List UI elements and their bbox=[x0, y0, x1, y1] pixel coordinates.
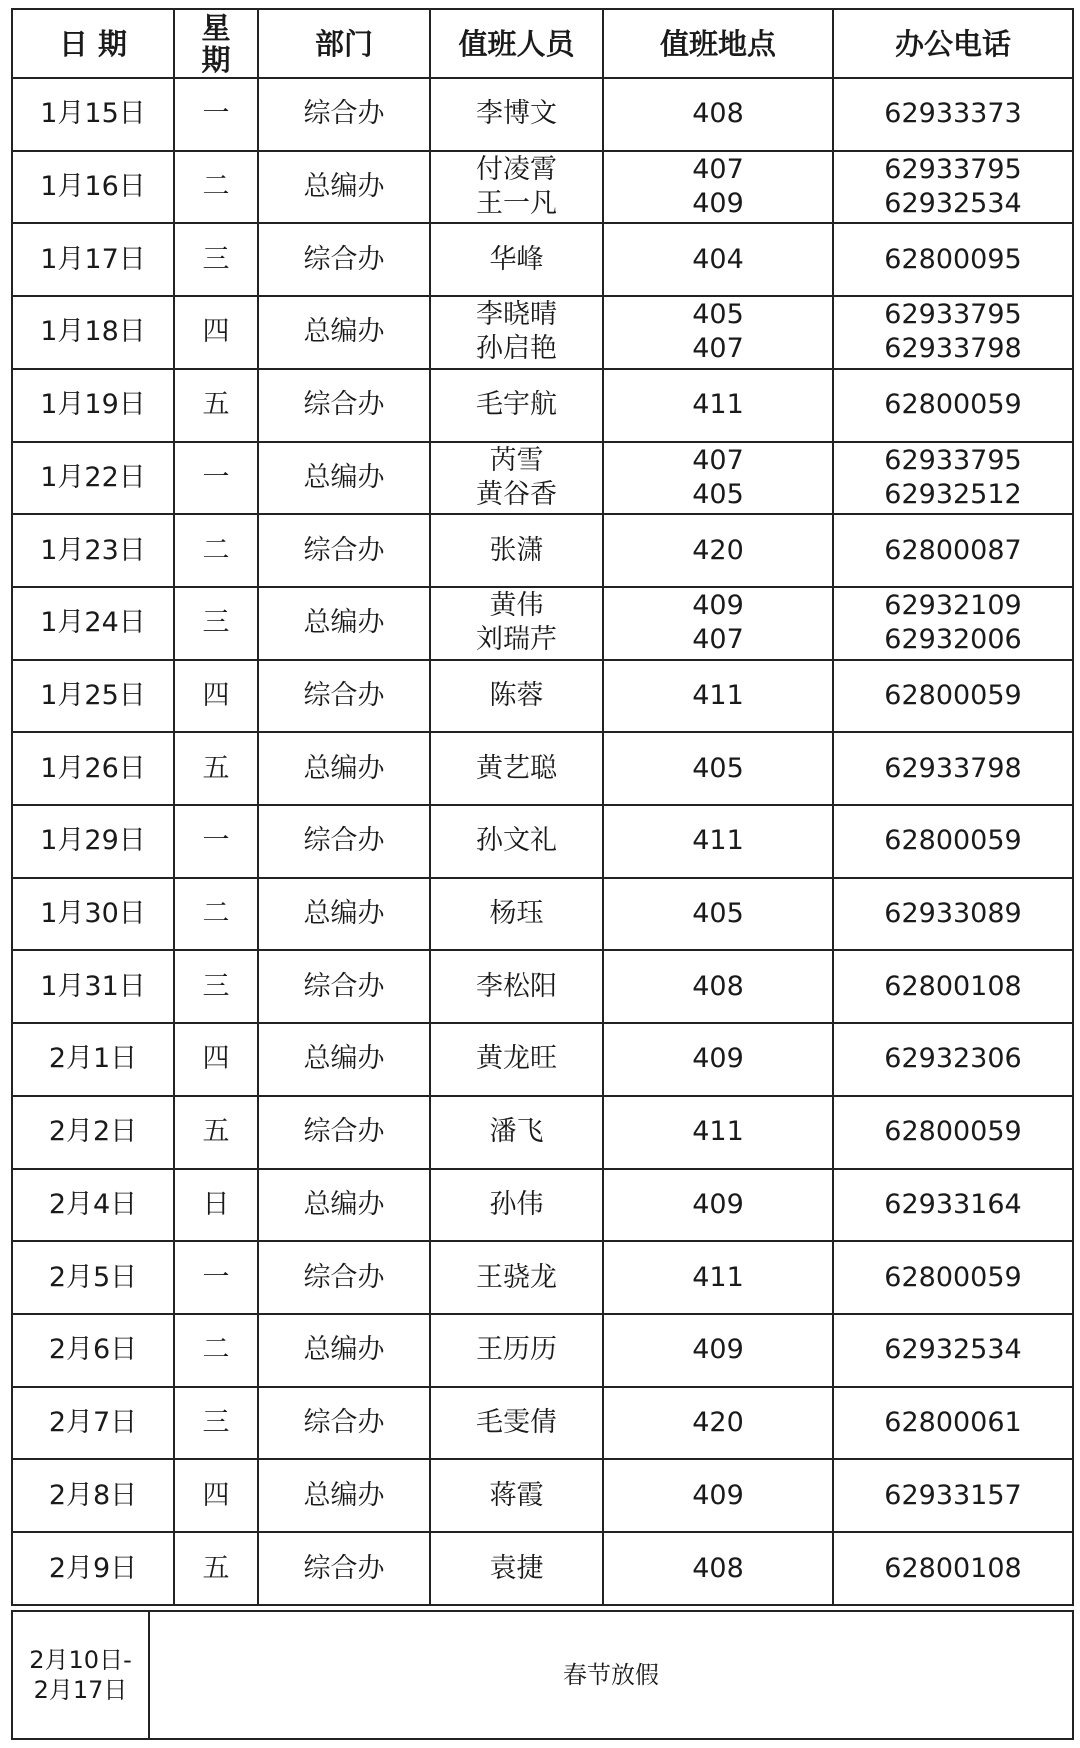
cell-staff bbox=[430, 950, 603, 1023]
cell-location bbox=[603, 1241, 833, 1314]
cell-date: 1月15日 bbox=[12, 78, 174, 151]
cell-phone-line: 62933798 bbox=[884, 752, 1022, 784]
cell-phone bbox=[833, 878, 1073, 951]
cell-phone bbox=[833, 1532, 1073, 1605]
cell-location-line: 411 bbox=[692, 389, 744, 421]
cell-staff bbox=[430, 1096, 603, 1169]
cell-phone-line: 62933373 bbox=[884, 98, 1022, 130]
cell-location bbox=[603, 442, 833, 515]
cell-staff-line: 袁捷 bbox=[489, 1552, 544, 1584]
cell-department: 综合办 bbox=[258, 1096, 430, 1169]
cell-weekday: 一 bbox=[174, 78, 258, 151]
cell-location bbox=[603, 660, 833, 733]
cell-weekday: 四 bbox=[174, 1459, 258, 1532]
cell-date: 1月26日 bbox=[12, 732, 174, 805]
cell-phone-line: 62800059 bbox=[884, 679, 1022, 711]
cell-weekday: 一 bbox=[174, 442, 258, 515]
cell-department: 综合办 bbox=[258, 1532, 430, 1605]
cell-date: 2月5日 bbox=[12, 1241, 174, 1314]
holiday-date-cell bbox=[12, 1611, 149, 1739]
cell-phone bbox=[833, 151, 1073, 224]
table-row bbox=[12, 151, 1073, 224]
cell-date: 1月22日 bbox=[12, 442, 174, 515]
cell-staff bbox=[430, 1532, 603, 1605]
cell-department: 综合办 bbox=[258, 1241, 430, 1314]
cell-staff-line: 陈蓉 bbox=[489, 679, 544, 711]
cell-location-line: 408 bbox=[692, 970, 744, 1002]
table-row bbox=[12, 78, 1073, 151]
cell-location-line: 405 bbox=[692, 752, 744, 784]
cell-location bbox=[603, 151, 833, 224]
cell-location bbox=[603, 1387, 833, 1460]
cell-location bbox=[603, 369, 833, 442]
cell-location bbox=[603, 587, 833, 660]
cell-phone-line: 62933798 bbox=[884, 333, 1022, 365]
cell-staff-line: 黄伟 bbox=[489, 590, 544, 622]
cell-phone-line: 62800095 bbox=[884, 243, 1022, 275]
cell-staff-line: 黄谷香 bbox=[476, 478, 557, 510]
cell-staff bbox=[430, 514, 603, 587]
cell-phone bbox=[833, 442, 1073, 515]
cell-phone-line: 62932534 bbox=[884, 1334, 1022, 1366]
cell-weekday: 五 bbox=[174, 1532, 258, 1605]
cell-phone-line: 62800059 bbox=[884, 389, 1022, 421]
cell-department: 综合办 bbox=[258, 805, 430, 878]
cell-department: 综合办 bbox=[258, 514, 430, 587]
cell-location-line: 405 bbox=[692, 898, 744, 930]
cell-staff bbox=[430, 1459, 603, 1532]
cell-department: 综合办 bbox=[258, 223, 430, 296]
cell-phone bbox=[833, 805, 1073, 878]
cell-date: 1月19日 bbox=[12, 369, 174, 442]
cell-weekday: 二 bbox=[174, 1314, 258, 1387]
table-row bbox=[12, 1096, 1073, 1169]
cell-phone-line: 62933795 bbox=[884, 444, 1022, 476]
cell-staff-line: 杨珏 bbox=[489, 898, 544, 930]
cell-phone bbox=[833, 296, 1073, 369]
cell-date: 1月18日 bbox=[12, 296, 174, 369]
header-phone: 办公电话 bbox=[833, 9, 1073, 78]
cell-department: 总编办 bbox=[258, 296, 430, 369]
cell-date: 1月16日 bbox=[12, 151, 174, 224]
cell-phone-line: 62932109 bbox=[884, 590, 1022, 622]
table-row bbox=[12, 1459, 1073, 1532]
cell-location bbox=[603, 296, 833, 369]
header-staff: 值班人员 bbox=[430, 9, 603, 78]
cell-staff-line: 王历历 bbox=[476, 1334, 557, 1366]
cell-phone bbox=[833, 514, 1073, 587]
cell-location-line: 409 bbox=[692, 1188, 744, 1220]
cell-staff bbox=[430, 369, 603, 442]
cell-staff-line: 蒋霞 bbox=[489, 1479, 544, 1511]
cell-location-line: 405 bbox=[692, 299, 744, 331]
cell-date: 1月17日 bbox=[12, 223, 174, 296]
cell-staff bbox=[430, 587, 603, 660]
cell-location-line: 409 bbox=[692, 590, 744, 622]
cell-phone bbox=[833, 660, 1073, 733]
holiday-date-start: 2月10日- bbox=[29, 1646, 132, 1674]
cell-department: 综合办 bbox=[258, 1387, 430, 1460]
cell-date: 1月23日 bbox=[12, 514, 174, 587]
cell-staff-line: 毛雯倩 bbox=[476, 1407, 557, 1438]
cell-phone bbox=[833, 587, 1073, 660]
table-row bbox=[12, 660, 1073, 733]
cell-location bbox=[603, 805, 833, 878]
cell-weekday: 三 bbox=[174, 1387, 258, 1460]
holiday-date-end: 2月17日 bbox=[33, 1676, 128, 1704]
cell-department: 总编办 bbox=[258, 1169, 430, 1242]
cell-staff bbox=[430, 442, 603, 515]
cell-department: 综合办 bbox=[258, 369, 430, 442]
cell-location-line: 409 bbox=[692, 188, 744, 220]
cell-date: 1月25日 bbox=[12, 660, 174, 733]
cell-staff bbox=[430, 878, 603, 951]
cell-location-line: 408 bbox=[692, 1552, 744, 1584]
cell-phone-line: 62800059 bbox=[884, 1261, 1022, 1293]
cell-staff-line: 潘飞 bbox=[489, 1116, 544, 1148]
cell-staff-line: 孙启艳 bbox=[476, 333, 557, 365]
cell-date: 2月7日 bbox=[12, 1387, 174, 1460]
cell-staff bbox=[430, 1169, 603, 1242]
cell-weekday: 二 bbox=[174, 151, 258, 224]
cell-location-line: 405 bbox=[692, 478, 744, 510]
cell-weekday: 日 bbox=[174, 1169, 258, 1242]
cell-date: 2月1日 bbox=[12, 1023, 174, 1096]
cell-staff bbox=[430, 151, 603, 224]
cell-weekday: 二 bbox=[174, 514, 258, 587]
cell-staff-line: 毛宇航 bbox=[476, 389, 557, 421]
cell-weekday: 四 bbox=[174, 660, 258, 733]
cell-date: 1月30日 bbox=[12, 878, 174, 951]
cell-weekday: 二 bbox=[174, 878, 258, 951]
cell-location bbox=[603, 78, 833, 151]
cell-location bbox=[603, 732, 833, 805]
table-row bbox=[12, 950, 1073, 1023]
table-row bbox=[12, 1387, 1073, 1460]
cell-phone bbox=[833, 223, 1073, 296]
cell-location bbox=[603, 1096, 833, 1169]
cell-staff-line: 王一凡 bbox=[476, 188, 557, 220]
cell-weekday: 三 bbox=[174, 587, 258, 660]
table-row bbox=[12, 1532, 1073, 1605]
duty-table-body bbox=[12, 78, 1073, 1605]
holiday-row bbox=[12, 1611, 1073, 1739]
cell-staff bbox=[430, 1387, 603, 1460]
table-row bbox=[12, 805, 1073, 878]
cell-staff-line: 孙文礼 bbox=[476, 825, 557, 857]
table-row bbox=[12, 732, 1073, 805]
cell-phone bbox=[833, 950, 1073, 1023]
cell-staff-line: 华峰 bbox=[489, 243, 544, 275]
cell-phone bbox=[833, 1096, 1073, 1169]
cell-date: 1月24日 bbox=[12, 587, 174, 660]
cell-staff-line: 李博文 bbox=[476, 98, 557, 130]
cell-staff-line: 李松阳 bbox=[476, 970, 557, 1002]
cell-phone-line: 62932534 bbox=[884, 188, 1022, 220]
cell-department: 总编办 bbox=[258, 732, 430, 805]
cell-location-line: 404 bbox=[692, 243, 744, 275]
cell-department: 总编办 bbox=[258, 878, 430, 951]
cell-staff-line: 王骁龙 bbox=[476, 1261, 557, 1293]
header-weekday bbox=[174, 9, 258, 78]
cell-location-line: 409 bbox=[692, 1479, 744, 1511]
cell-location-line: 411 bbox=[692, 825, 744, 857]
cell-weekday: 四 bbox=[174, 296, 258, 369]
cell-staff bbox=[430, 660, 603, 733]
cell-staff-line: 李晓晴 bbox=[476, 299, 557, 331]
cell-location-line: 407 bbox=[692, 444, 744, 476]
cell-weekday: 三 bbox=[174, 223, 258, 296]
cell-staff-line: 黄艺聪 bbox=[476, 752, 557, 784]
cell-location-line: 407 bbox=[692, 154, 744, 186]
cell-weekday: 四 bbox=[174, 1023, 258, 1096]
cell-date: 2月6日 bbox=[12, 1314, 174, 1387]
header-weekday-line1: 星 bbox=[201, 10, 231, 45]
cell-department: 总编办 bbox=[258, 1459, 430, 1532]
cell-department: 总编办 bbox=[258, 151, 430, 224]
cell-location-line: 411 bbox=[692, 1116, 744, 1148]
header-department: 部门 bbox=[258, 9, 430, 78]
cell-department: 总编办 bbox=[258, 442, 430, 515]
table-row bbox=[12, 369, 1073, 442]
cell-weekday: 五 bbox=[174, 1096, 258, 1169]
cell-location-line: 420 bbox=[692, 1407, 744, 1438]
table-row bbox=[12, 878, 1073, 951]
cell-location bbox=[603, 950, 833, 1023]
cell-location-line: 408 bbox=[692, 98, 744, 130]
cell-phone bbox=[833, 1314, 1073, 1387]
cell-phone-line: 62800059 bbox=[884, 1116, 1022, 1148]
cell-department: 总编办 bbox=[258, 587, 430, 660]
cell-date: 1月29日 bbox=[12, 805, 174, 878]
cell-phone-line: 62800059 bbox=[884, 825, 1022, 857]
cell-staff-line: 刘瑞芹 bbox=[476, 624, 557, 656]
cell-phone bbox=[833, 1023, 1073, 1096]
cell-location bbox=[603, 514, 833, 587]
cell-phone-line: 62800061 bbox=[884, 1407, 1022, 1438]
cell-staff bbox=[430, 1314, 603, 1387]
cell-staff bbox=[430, 1241, 603, 1314]
cell-location-line: 407 bbox=[692, 624, 744, 656]
cell-phone bbox=[833, 1459, 1073, 1532]
cell-phone-line: 62932512 bbox=[884, 478, 1022, 510]
cell-staff bbox=[430, 296, 603, 369]
table-row bbox=[12, 442, 1073, 515]
cell-location bbox=[603, 1459, 833, 1532]
cell-weekday: 三 bbox=[174, 950, 258, 1023]
cell-staff bbox=[430, 78, 603, 151]
cell-location bbox=[603, 1314, 833, 1387]
table-row bbox=[12, 296, 1073, 369]
table-row bbox=[12, 1169, 1073, 1242]
table-row bbox=[12, 1314, 1073, 1387]
cell-location bbox=[603, 1023, 833, 1096]
header-weekday-line2: 期 bbox=[201, 42, 231, 77]
cell-phone bbox=[833, 1241, 1073, 1314]
cell-location-line: 411 bbox=[692, 1261, 744, 1293]
cell-staff-line: 张潇 bbox=[489, 534, 544, 566]
cell-phone bbox=[833, 78, 1073, 151]
cell-department: 总编办 bbox=[258, 1023, 430, 1096]
cell-phone-line: 62800108 bbox=[884, 970, 1022, 1002]
cell-phone-line: 62933164 bbox=[884, 1188, 1022, 1220]
cell-weekday: 五 bbox=[174, 369, 258, 442]
cell-phone-line: 62932306 bbox=[884, 1043, 1022, 1075]
cell-phone-line: 62933795 bbox=[884, 299, 1022, 331]
cell-location-line: 420 bbox=[692, 534, 744, 566]
cell-phone-line: 62932006 bbox=[884, 624, 1022, 656]
cell-staff bbox=[430, 1023, 603, 1096]
holiday-table bbox=[11, 1610, 1074, 1740]
cell-phone-line: 62933089 bbox=[884, 898, 1022, 930]
cell-weekday: 一 bbox=[174, 805, 258, 878]
cell-department: 总编办 bbox=[258, 1314, 430, 1387]
cell-location bbox=[603, 878, 833, 951]
cell-staff bbox=[430, 223, 603, 296]
cell-phone bbox=[833, 369, 1073, 442]
cell-department: 综合办 bbox=[258, 78, 430, 151]
cell-department: 综合办 bbox=[258, 950, 430, 1023]
cell-date: 2月9日 bbox=[12, 1532, 174, 1605]
cell-date: 2月4日 bbox=[12, 1169, 174, 1242]
cell-staff-line: 孙伟 bbox=[489, 1188, 544, 1220]
holiday-text: 春节放假 bbox=[149, 1611, 1073, 1739]
cell-phone-line: 62933157 bbox=[884, 1479, 1022, 1511]
cell-date: 2月8日 bbox=[12, 1459, 174, 1532]
cell-staff-line: 付凌霄 bbox=[476, 154, 557, 186]
cell-staff-line: 芮雪 bbox=[489, 444, 544, 476]
cell-weekday: 五 bbox=[174, 732, 258, 805]
cell-location bbox=[603, 1169, 833, 1242]
cell-department: 综合办 bbox=[258, 660, 430, 733]
cell-phone-line: 62800087 bbox=[884, 534, 1022, 566]
cell-location-line: 409 bbox=[692, 1043, 744, 1075]
cell-location-line: 409 bbox=[692, 1334, 744, 1366]
duty-schedule-table bbox=[11, 8, 1074, 1606]
cell-weekday: 一 bbox=[174, 1241, 258, 1314]
header-row bbox=[12, 9, 1073, 78]
table-row bbox=[12, 587, 1073, 660]
cell-phone-line: 62933795 bbox=[884, 154, 1022, 186]
table-row bbox=[12, 514, 1073, 587]
cell-location bbox=[603, 1532, 833, 1605]
cell-staff bbox=[430, 805, 603, 878]
cell-date: 1月31日 bbox=[12, 950, 174, 1023]
table-row bbox=[12, 223, 1073, 296]
cell-location-line: 411 bbox=[692, 679, 744, 711]
cell-phone bbox=[833, 732, 1073, 805]
cell-phone bbox=[833, 1169, 1073, 1242]
table-row bbox=[12, 1023, 1073, 1096]
table-row bbox=[12, 1241, 1073, 1314]
cell-location-line: 407 bbox=[692, 333, 744, 365]
header-location: 值班地点 bbox=[603, 9, 833, 78]
cell-date: 2月2日 bbox=[12, 1096, 174, 1169]
cell-phone-line: 62800108 bbox=[884, 1552, 1022, 1584]
cell-staff-line: 黄龙旺 bbox=[476, 1043, 557, 1075]
cell-staff bbox=[430, 732, 603, 805]
cell-location bbox=[603, 223, 833, 296]
cell-phone bbox=[833, 1387, 1073, 1460]
header-date: 日 期 bbox=[12, 9, 174, 78]
